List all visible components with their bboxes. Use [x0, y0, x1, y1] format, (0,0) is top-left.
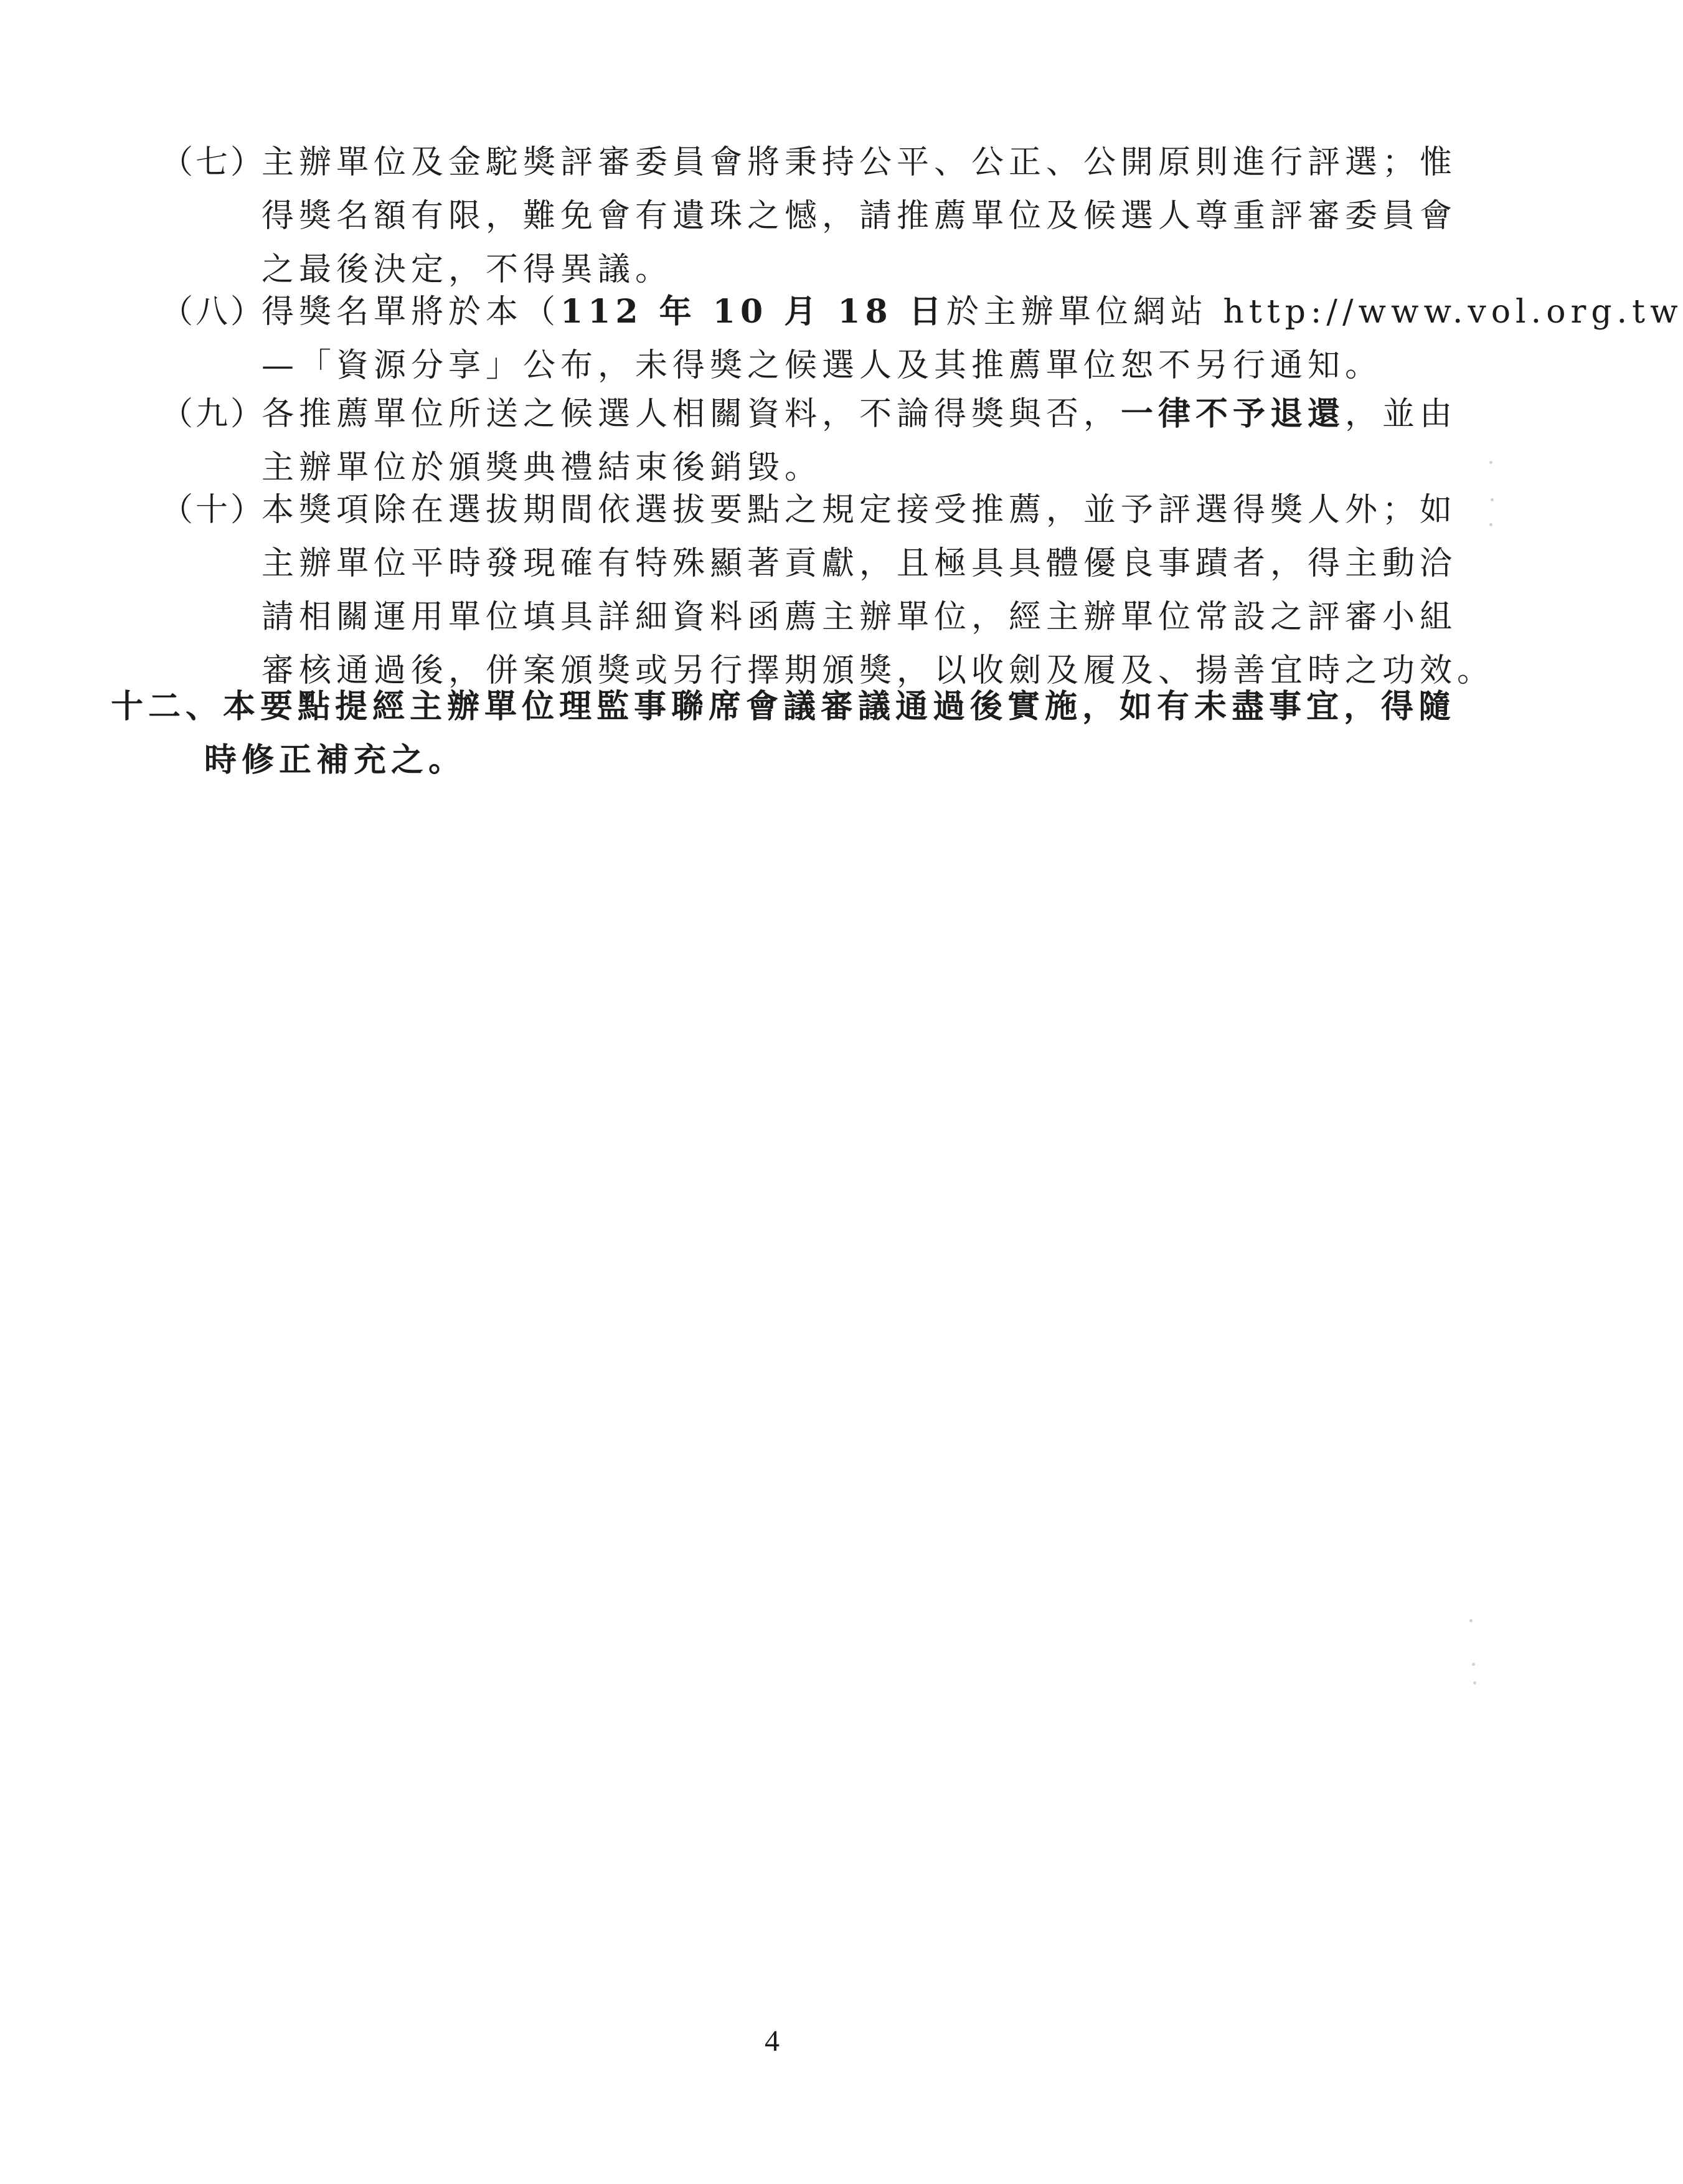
clause-9-line-1-text-a: 各推薦單位所送之候選人相關資料，不論得獎與否，: [262, 395, 1121, 433]
clause-8: [161, 285, 1683, 392]
clause-9-line-1: [161, 387, 1458, 441]
clause-7-label: （七）: [161, 144, 266, 181]
clause-9-label: （九）: [161, 395, 266, 433]
clause-10-label: （十）: [161, 491, 266, 529]
clause-8-line-2: —「資源分享」公布，未得獎之候選人及其推薦單位恕不另行通知。: [262, 347, 1383, 384]
clause-8-line-1-text-b: 於主辦單位網站 http://www.vol.org.tw: [946, 293, 1683, 331]
scan-speck: [1469, 1619, 1473, 1622]
clause-7: [161, 136, 1458, 296]
clause-8-announcement-date: 112 年 10 月 18 日: [560, 293, 946, 331]
clause-10: [161, 483, 1495, 697]
clause-9-line-2: 主辦單位於頒獎典禮結束後銷毀。: [262, 449, 823, 486]
section-12-line-2: 時修正補充之。: [204, 741, 466, 779]
page-number: 4: [765, 2025, 780, 2058]
scan-speck: [1473, 1681, 1476, 1685]
clause-9: [161, 387, 1458, 494]
clause-8-line-1: [161, 285, 1683, 339]
clause-8-label: （八）: [161, 293, 266, 331]
clause-8-line-1-text-a: 得獎名單將於本（: [262, 293, 561, 331]
clause-10-line-3: 請相關運用單位填具詳細資料函薦主辦單位，經主辦單位常設之評審小組: [262, 598, 1458, 636]
clause-7-line-3: 之最後決定，不得異議。: [262, 251, 673, 288]
clause-10-line-2: 主辦單位平時發現確有特殊顯著貢獻，且極具具體優良事蹟者，得主動洽: [262, 545, 1458, 582]
scan-speck: [1491, 498, 1494, 501]
clause-10-line-4: 審核通過後，併案頒獎或另行擇期頒獎，以收劍及履及、揚善宜時之功效。: [262, 652, 1495, 689]
scan-speck: [1489, 461, 1492, 464]
section-12: [111, 680, 1456, 787]
clause-7-line-2: 得獎名額有限，難免會有遺珠之憾，請推薦單位及候選人尊重評審委員會: [262, 197, 1458, 235]
clause-10-line-1: 本獎項除在選拔期間依選拔要點之規定接受推薦，並予評選得獎人外；如: [262, 491, 1458, 529]
scan-speck: [1472, 1663, 1475, 1666]
clause-9-no-return-notice: 一律不予退還: [1121, 395, 1346, 433]
clause-7-line-1: 主辦單位及金駝獎評審委員會將秉持公平、公正、公開原則進行評選；惟: [262, 144, 1458, 181]
section-12-line-1: 十二、本要點提經主辦單位理監事聯席會議審議通過後實施，如有未盡事宜，得隨: [111, 688, 1456, 726]
scan-speck: [1489, 523, 1492, 526]
clause-9-line-1-text-b: ，並由: [1345, 395, 1458, 433]
